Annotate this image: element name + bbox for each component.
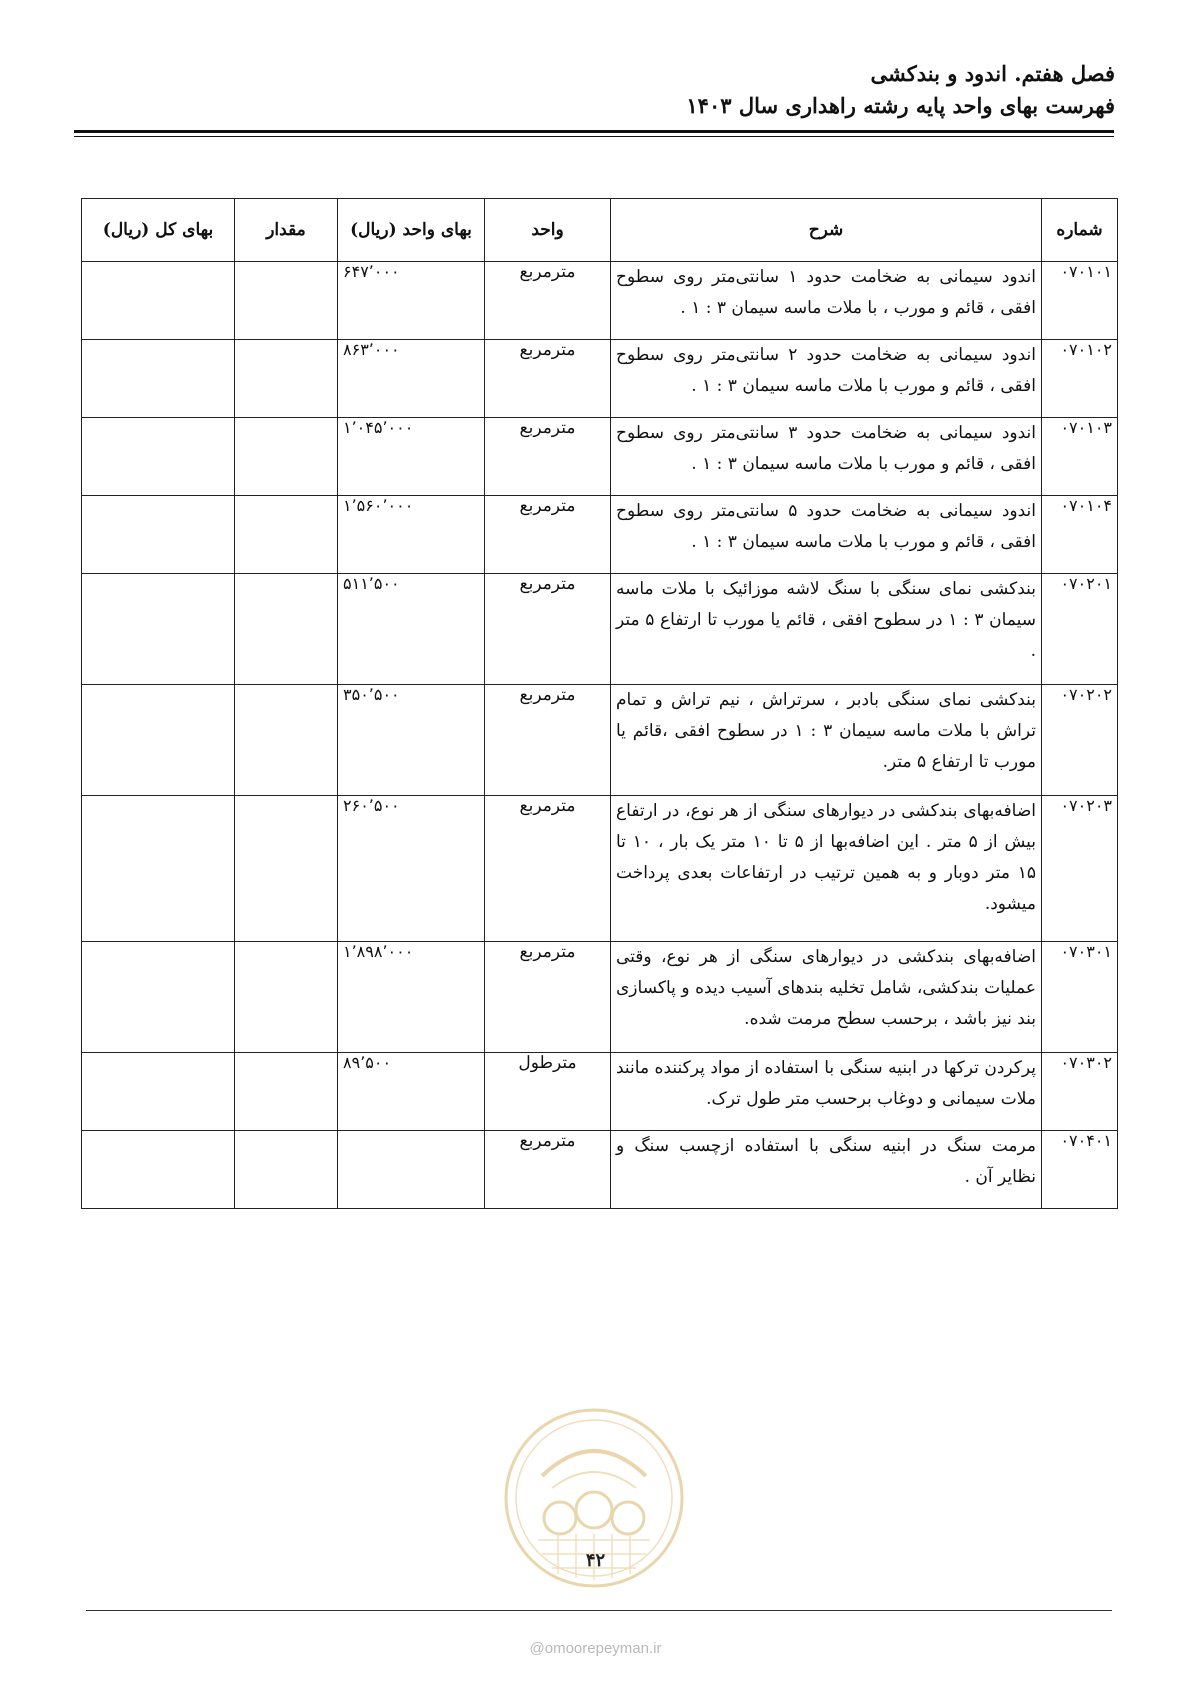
item-code: ۰۷۰۱۰۱ <box>1042 262 1118 340</box>
item-total-price <box>82 685 235 796</box>
item-unit: مترمربع <box>485 685 611 796</box>
item-quantity <box>235 340 338 418</box>
item-unit: مترمربع <box>485 796 611 942</box>
item-unit-price: ۱٬۸۹۸٬۰۰۰ <box>338 942 485 1053</box>
item-code: ۰۷۰۲۰۳ <box>1042 796 1118 942</box>
item-code: ۰۷۰۲۰۱ <box>1042 574 1118 685</box>
item-quantity <box>235 574 338 685</box>
table-row <box>82 1131 1118 1209</box>
item-description: اندود سیمانی به ضخامت حدود ۵ سانتی‌متر روی سطوح افقی ، قائم و مورب با ملات ماسه سیمان ۳ : ۱ . <box>611 496 1042 574</box>
footer-website: @omoorepeyman.ir <box>529 1640 662 1657</box>
item-code: ۰۷۰۳۰۲ <box>1042 1053 1118 1131</box>
item-description: اندود سیمانی به ضخامت حدود ۲ سانتی‌متر روی سطوح افقی ، قائم و مورب با ملات ماسه سیمان ۳ : ۱ . <box>611 340 1042 418</box>
table-row <box>82 262 1118 340</box>
item-unit-price: ۱٬۵۶۰٬۰۰۰ <box>338 496 485 574</box>
item-unit: مترمربع <box>485 942 611 1053</box>
document-subtitle: فهرست بهای واحد پایه رشته راهداری سال ۱۴۰۳ <box>686 93 1115 118</box>
item-code: ۰۷۰۱۰۲ <box>1042 340 1118 418</box>
table-row <box>82 574 1118 685</box>
item-total-price <box>82 1053 235 1131</box>
item-unit: مترطول <box>485 1053 611 1131</box>
column-header-quantity: مقدار <box>235 199 338 262</box>
item-code: ۰۷۰۳۰۱ <box>1042 942 1118 1053</box>
item-unit: مترمربع <box>485 496 611 574</box>
item-unit-price <box>338 1131 485 1209</box>
table-row <box>82 942 1118 1053</box>
item-description: اندود سیمانی به ضخامت حدود ۳ سانتی‌متر روی سطوح افقی ، قائم و مورب با ملات ماسه سیمان ۳ : ۱ . <box>611 418 1042 496</box>
item-unit-price: ۲۶۰٬۵۰۰ <box>338 796 485 942</box>
footer-divider <box>86 1610 1112 1611</box>
item-quantity <box>235 942 338 1053</box>
item-total-price <box>82 942 235 1053</box>
item-description: بندکشی نمای سنگی با سنگ لاشه موزائیک با ملات ماسه سیمان ۳ : ۱ در سطوح افقی ، قائم یا مورب تا ارتفاع ۵ متر . <box>611 574 1042 685</box>
item-unit: مترمربع <box>485 574 611 685</box>
table-row <box>82 418 1118 496</box>
column-header-unit-price: بهای واحد (ریال) <box>338 199 485 262</box>
item-unit-price: ۸۶۳٬۰۰۰ <box>338 340 485 418</box>
table-header-row <box>82 199 1118 262</box>
item-unit-price: ۱٬۰۴۵٬۰۰۰ <box>338 418 485 496</box>
header-divider-thick <box>74 130 1114 133</box>
header-divider-thin <box>74 136 1114 137</box>
item-code: ۰۷۰۱۰۳ <box>1042 418 1118 496</box>
item-code: ۰۷۰۲۰۲ <box>1042 685 1118 796</box>
item-unit: مترمربع <box>485 340 611 418</box>
item-quantity <box>235 685 338 796</box>
item-quantity <box>235 496 338 574</box>
item-description: اضافه‌بهای بندکشی در دیوارهای سنگی از هر نوع، در ارتفاع بیش از ۵ متر . این اضافه‌بها از ۵ تا ۱۰ متر یک بار ، ۱۰ تا ۱۵ متر دوبار و به همین ترتیب در ارتفاعات بعدی پرداخت میشود. <box>611 796 1042 942</box>
item-total-price <box>82 262 235 340</box>
item-code: ۰۷۰۴۰۱ <box>1042 1131 1118 1209</box>
item-total-price <box>82 418 235 496</box>
price-list-table <box>81 198 1118 1209</box>
item-unit-price: ۶۴۷٬۰۰۰ <box>338 262 485 340</box>
item-unit-price: ۸۹٬۵۰۰ <box>338 1053 485 1131</box>
item-description: اندود سیمانی به ضخامت حدود ۱ سانتی‌متر روی سطوح افقی ، قائم و مورب ، با ملات ماسه سیمان ۳ : ۱ . <box>611 262 1042 340</box>
item-unit: مترمربع <box>485 262 611 340</box>
item-quantity <box>235 796 338 942</box>
item-total-price <box>82 340 235 418</box>
item-unit-price: ۵۱۱٬۵۰۰ <box>338 574 485 685</box>
item-unit-price: ۳۵۰٬۵۰۰ <box>338 685 485 796</box>
item-quantity <box>235 1053 338 1131</box>
item-quantity <box>235 1131 338 1209</box>
table-row <box>82 796 1118 942</box>
page-number: ۴۲ <box>585 1550 606 1571</box>
table-row <box>82 340 1118 418</box>
item-description: اضافه‌بهای بندکشی در دیوارهای سنگی از هر نوع، وقتی عملیات بندکشی، شامل تخلیه بندهای آسیب دیده و پاکسازی بند نیز باشد ، برحسب سطح مرمت شده. <box>611 942 1042 1053</box>
table-row <box>82 685 1118 796</box>
item-description: بندکشی نمای سنگی بادبر ، سرتراش ، نیم تراش و تمام تراش با ملات ماسه سیمان ۳ : ۱ در سطوح افقی ،قائم یا مورب تا ارتفاع ۵ متر. <box>611 685 1042 796</box>
column-header-description: شرح <box>611 199 1042 262</box>
item-total-price <box>82 796 235 942</box>
item-code: ۰۷۰۱۰۴ <box>1042 496 1118 574</box>
item-description: مرمت سنگ در ابنیه سنگی با استفاده ازچسب سنگ و نظایر آن . <box>611 1131 1042 1209</box>
table-row <box>82 1053 1118 1131</box>
item-total-price <box>82 496 235 574</box>
page-header <box>75 58 1115 122</box>
item-quantity <box>235 262 338 340</box>
chapter-title: فصل هفتم. اندود و بندکشی <box>870 61 1115 86</box>
table-row <box>82 496 1118 574</box>
item-quantity <box>235 418 338 496</box>
column-header-code: شماره <box>1042 199 1118 262</box>
item-total-price <box>82 1131 235 1209</box>
column-header-unit: واحد <box>485 199 611 262</box>
item-unit: مترمربع <box>485 418 611 496</box>
item-total-price <box>82 574 235 685</box>
item-description: پرکردن ترکها در ابنیه سنگی با استفاده از مواد پرکننده مانند ملات سیمانی و دوغاب برحسب متر طول ترک. <box>611 1053 1042 1131</box>
item-unit: مترمربع <box>485 1131 611 1209</box>
column-header-total-price: بهای کل (ریال) <box>82 199 235 262</box>
